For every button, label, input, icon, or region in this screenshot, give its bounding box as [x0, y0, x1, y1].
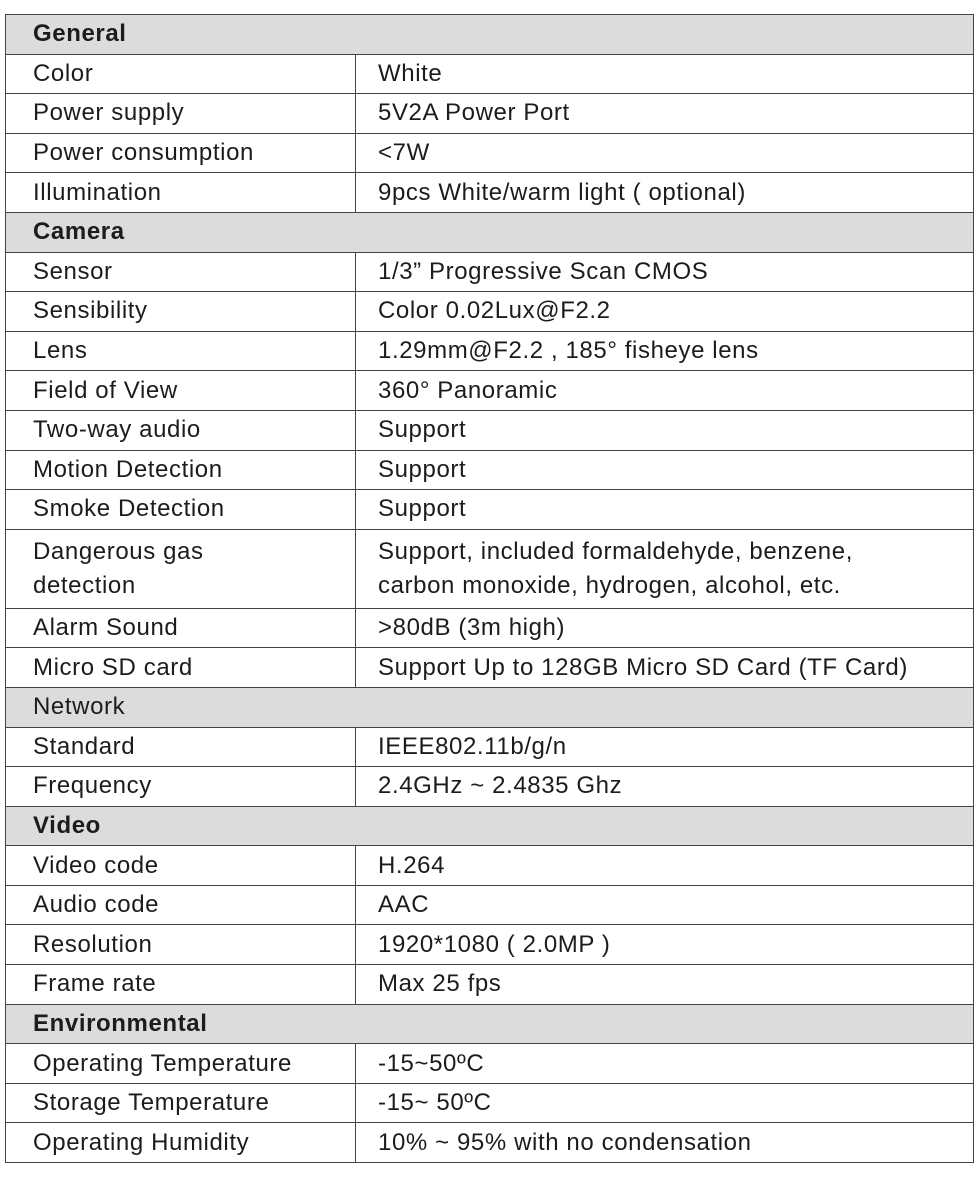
- spec-value-line: carbon monoxide, hydrogen, alcohol, etc.: [378, 571, 841, 599]
- table-row: [6, 410, 974, 450]
- table-row: [6, 885, 974, 925]
- spec-value: [356, 529, 974, 608]
- section-header-video: [6, 806, 974, 846]
- spec-label: Smoke Detection: [6, 490, 356, 530]
- spec-value: 1/3” Progressive Scan CMOS: [356, 252, 974, 292]
- spec-label: Resolution: [6, 925, 356, 965]
- spec-label: Standard: [6, 727, 356, 767]
- spec-label: Motion Detection: [6, 450, 356, 490]
- spec-value: AAC: [356, 885, 974, 925]
- spec-label: Lens: [6, 331, 356, 371]
- table-row: [6, 490, 974, 530]
- spec-value: >80dB (3m high): [356, 608, 974, 648]
- table-row: [6, 450, 974, 490]
- spec-label: Storage Temperature: [6, 1083, 356, 1123]
- table-row: [6, 1044, 974, 1084]
- spec-label: Micro SD card: [6, 648, 356, 688]
- spec-label: Frame rate: [6, 965, 356, 1005]
- spec-value: Max 25 fps: [356, 965, 974, 1005]
- spec-value: 1.29mm@F2.2 , 185° fisheye lens: [356, 331, 974, 371]
- table-row: [6, 331, 974, 371]
- spec-value: Color 0.02Lux@F2.2: [356, 292, 974, 332]
- table-row: [6, 133, 974, 173]
- spec-value: IEEE802.11b/g/n: [356, 727, 974, 767]
- table-row: [6, 371, 974, 411]
- table-row: [6, 94, 974, 134]
- section-header-general: [6, 15, 974, 55]
- spec-value: 10% ~ 95% with no condensation: [356, 1123, 974, 1163]
- table-row: [6, 292, 974, 332]
- spec-label-line: detection: [33, 571, 136, 599]
- spec-label: Field of View: [6, 371, 356, 411]
- section-title: Video: [6, 806, 974, 846]
- spec-label-line: Dangerous gas: [33, 537, 204, 565]
- spec-value-line: Support, included formaldehyde, benzene,: [378, 537, 853, 565]
- spec-value: <7W: [356, 133, 974, 173]
- table-row: [6, 925, 974, 965]
- spec-label: Operating Humidity: [6, 1123, 356, 1163]
- table-row: [6, 1123, 974, 1163]
- section-title: Camera: [6, 212, 974, 252]
- spec-table: [5, 14, 974, 1163]
- spec-label: Power supply: [6, 94, 356, 134]
- spec-value: White: [356, 54, 974, 94]
- spec-label: [6, 529, 356, 608]
- table-row: [6, 54, 974, 94]
- spec-label: Audio code: [6, 885, 356, 925]
- spec-label: Operating Temperature: [6, 1044, 356, 1084]
- section-header-environmental: [6, 1004, 974, 1044]
- table-row: [6, 727, 974, 767]
- spec-value: 1920*1080 ( 2.0MP ): [356, 925, 974, 965]
- spec-value: Support: [356, 490, 974, 530]
- spec-value: 9pcs White/warm light ( optional): [356, 173, 974, 213]
- section-header-network: [6, 687, 974, 727]
- table-row: [6, 1083, 974, 1123]
- table-row: [6, 173, 974, 213]
- table-row: [6, 252, 974, 292]
- spec-value: -15~ 50ºC: [356, 1083, 974, 1123]
- spec-value: Support: [356, 450, 974, 490]
- spec-label: Sensor: [6, 252, 356, 292]
- section-title: Network: [6, 687, 974, 727]
- table-row: [6, 846, 974, 886]
- spec-label: Illumination: [6, 173, 356, 213]
- spec-value: Support: [356, 410, 974, 450]
- spec-value: Support Up to 128GB Micro SD Card (TF Card): [356, 648, 974, 688]
- section-header-camera: [6, 212, 974, 252]
- section-title: Environmental: [6, 1004, 974, 1044]
- spec-value: 360° Panoramic: [356, 371, 974, 411]
- spec-label: Sensibility: [6, 292, 356, 332]
- spec-label: Alarm Sound: [6, 608, 356, 648]
- spec-label: Frequency: [6, 767, 356, 807]
- spec-value: 5V2A Power Port: [356, 94, 974, 134]
- section-title: General: [6, 15, 974, 55]
- spec-label: Color: [6, 54, 356, 94]
- table-row: [6, 648, 974, 688]
- spec-label: Power consumption: [6, 133, 356, 173]
- table-row: [6, 608, 974, 648]
- table-row: [6, 529, 974, 608]
- spec-label: Video code: [6, 846, 356, 886]
- spec-value: H.264: [356, 846, 974, 886]
- spec-value: 2.4GHz ~ 2.4835 Ghz: [356, 767, 974, 807]
- spec-value: -15~50ºC: [356, 1044, 974, 1084]
- table-row: [6, 965, 974, 1005]
- table-row: [6, 767, 974, 807]
- spec-label: Two-way audio: [6, 410, 356, 450]
